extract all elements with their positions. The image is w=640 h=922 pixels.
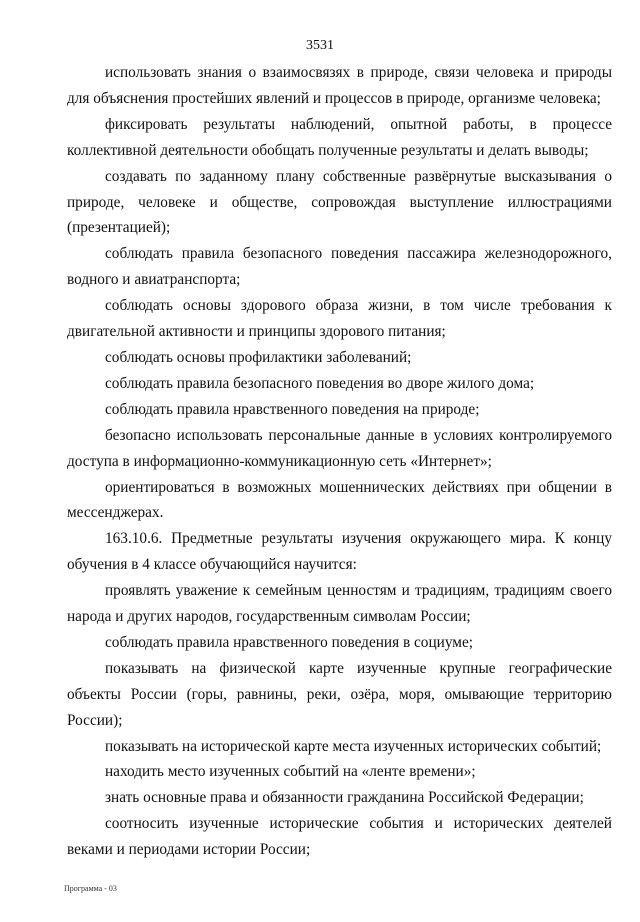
paragraph: соблюдать правила нравственного поведения в социуме; (105, 633, 473, 651)
paragraph: соблюдать правила безопасного поведения пассажира железнодорожного, водного и авиатранспорта; (67, 245, 612, 289)
body-text (67, 60, 612, 863)
paragraph: соблюдать основы здорового образа жизни, в том числе требования к двигательной активности и принципы здорового питания; (67, 297, 612, 341)
paragraph: соблюдать правила нравственного поведения на природе; (105, 400, 480, 418)
paragraph: соотносить изученные исторические события и исторических деятелей веками и периодами истории России; (67, 815, 612, 859)
paragraph: использовать знания о взаимосвязях в природе, связи человека и природы для объяснения простейших явлений и процессов в природе, организме человека; (67, 64, 612, 107)
paragraph: соблюдать правила безопасного поведения во дворе жилого дома; (105, 374, 535, 392)
paragraph: соблюдать основы профилактики заболеваний; (105, 348, 412, 366)
page-number: 3531 (306, 38, 334, 53)
paragraph: проявлять уважение к семейным ценностям и традициям, традициям своего народа и других народов, государственным символам России; (67, 582, 612, 626)
footer-label: Программа - 03 (64, 884, 117, 893)
paragraph: находить место изученных событий на «ленте времени»; (105, 763, 476, 781)
paragraph: знать основные права и обязанности гражданина Российской Федерации; (105, 789, 584, 807)
section-heading-paragraph: 163.10.6. Предметные результаты изучения окружающего мира. К концу обучения в 4 классе обучающийся научится: (67, 530, 612, 574)
paragraph: ориентироваться в возможных мошеннических действиях при общении в мессенджерах. (67, 478, 612, 522)
paragraph: безопасно использовать персональные данные в условиях контролируемого доступа в информационно-коммуникационную сеть «Интернет»; (67, 426, 612, 470)
paragraph: показывать на исторической карте места изученных исторических событий; (105, 737, 602, 755)
paragraph: создавать по заданному плану собственные развёрнутые высказывания о природе, человеке и обществе, сопровождая выступление иллюстрациями (презентацией); (67, 167, 612, 237)
paragraph: показывать на физической карте изученные крупные географические объекты России (горы, равнины, реки, озёра, моря, омывающие территорию России); (67, 659, 612, 729)
paragraph: фиксировать результаты наблюдений, опытной работы, в процессе коллективной деятельности обобщать полученные результаты и делать выводы; (67, 115, 612, 159)
